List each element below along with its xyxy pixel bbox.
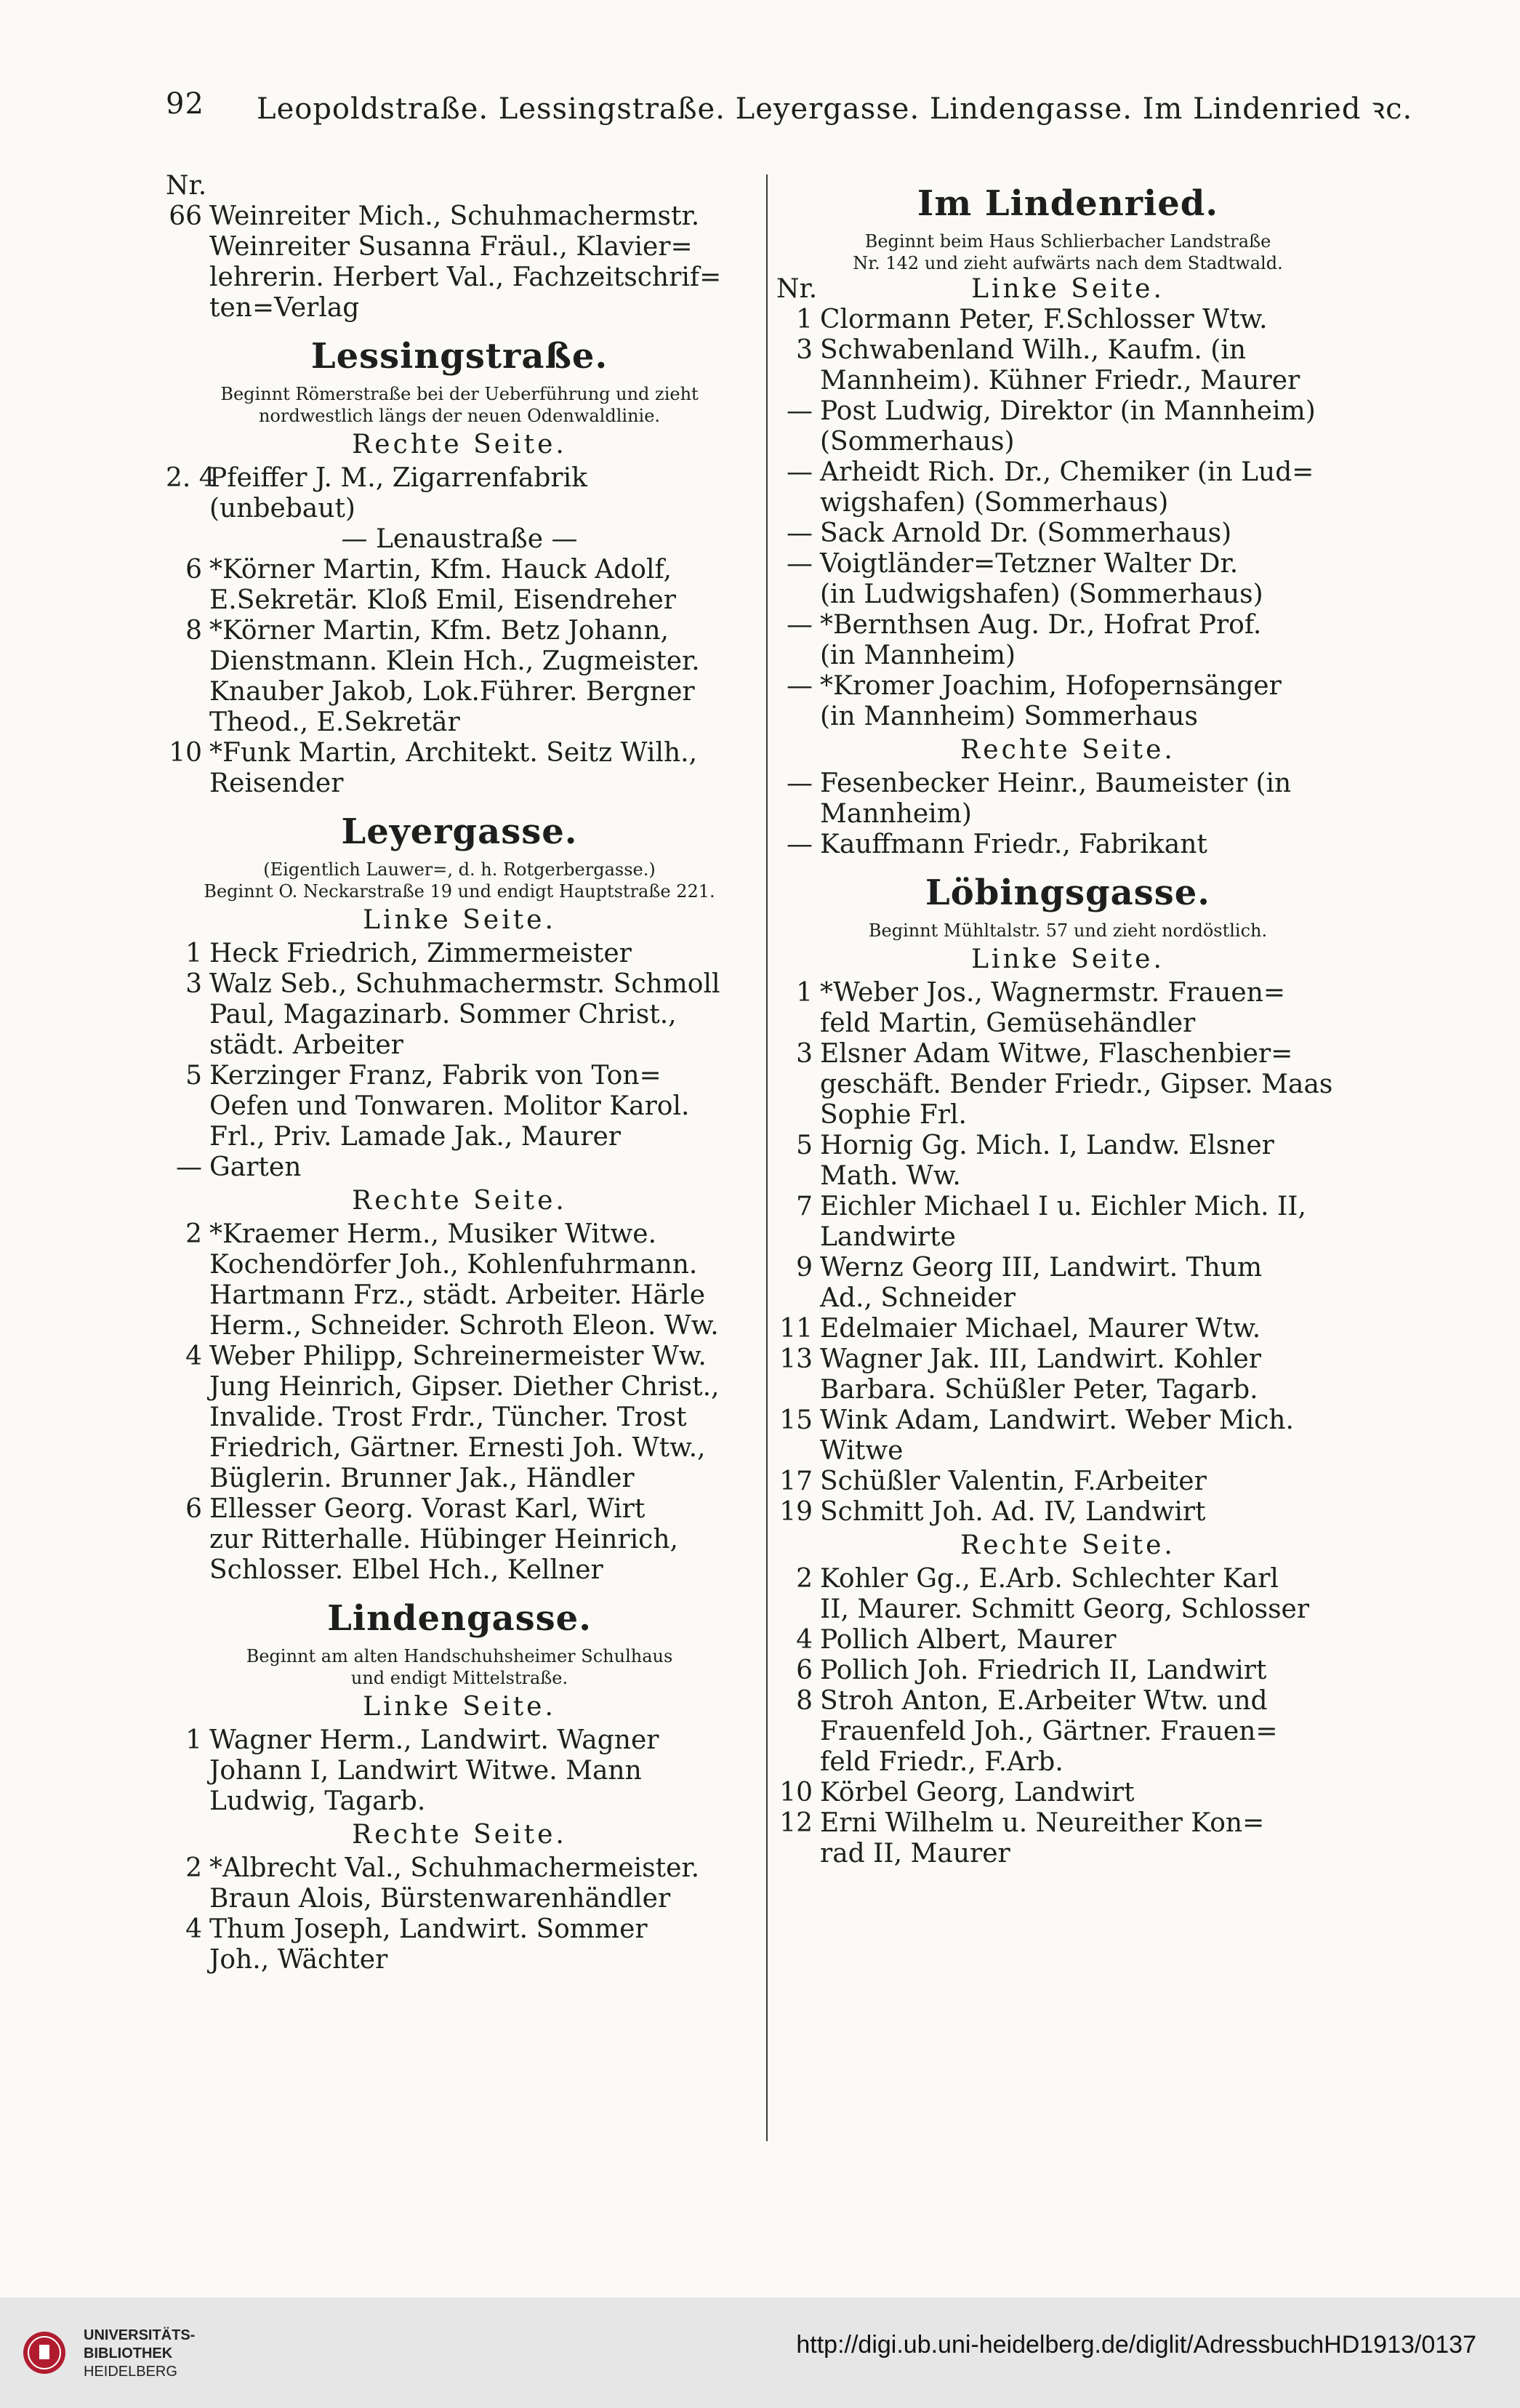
entry-text: Landwirte (820, 1222, 956, 1252)
entry-text: Pfeiffer J. M., Zigarrenfabrik (209, 463, 587, 493)
directory-entry-continuation (776, 1283, 1359, 1314)
section-intro-line: und endigt Mittelstraße. (350, 1668, 568, 1688)
directory-entry (776, 610, 1359, 641)
entry-text: Herm., Schneider. Schroth Eleon. Ww. (209, 1311, 719, 1341)
entry-text: ten=Verlag (209, 293, 360, 323)
house-number: 1 (185, 1725, 202, 1755)
entry-text: Math. Ww. (820, 1161, 961, 1191)
library-line: BIBLIOTHEK (84, 2345, 173, 2361)
entry-text: Heck Friedrich, Zimmermeister (209, 939, 632, 968)
directory-entry-continuation (776, 1008, 1359, 1039)
section-intro (776, 920, 1359, 942)
side-label-right: Rechte Seite. (960, 735, 1175, 765)
entry-text: *Weber Jos., Wagnermstr. Frauen= (820, 978, 1286, 1008)
house-number: — (787, 830, 813, 859)
side-label-right: Rechte Seite. (960, 1530, 1175, 1560)
house-number: 2. 4 (166, 463, 216, 493)
entry-text: (Sommerhaus) (820, 427, 1015, 457)
house-number: 2 (185, 1219, 202, 1249)
directory-entry-continuation (166, 1091, 753, 1122)
directory-entry (166, 939, 753, 969)
directory-entry-continuation (166, 232, 753, 262)
entry-text: Pollich Joh. Friedrich II, Landwirt (820, 1656, 1267, 1685)
left-column (166, 171, 753, 1975)
directory-entry-continuation (166, 293, 753, 324)
entry-text: Schwabenland Wilh., Kaufm. (in (820, 335, 1247, 365)
section-title-leyergasse: Leyergasse. (341, 811, 578, 852)
directory-entry (776, 1405, 1359, 1436)
entry-text: *Körner Martin, Kfm. Betz Johann, (209, 616, 669, 646)
entry-text: Voigtländer=Tetzner Walter Dr. (820, 549, 1239, 579)
entry-text: Hartmann Frz., städt. Arbeiter. Härle (209, 1280, 706, 1310)
entry-text: Mannheim). Kühner Friedr., Maurer (820, 366, 1300, 396)
directory-entry-continuation (166, 1000, 753, 1030)
section-intro-line: Beginnt Römerstraße bei der Ueberführung und zieht (220, 384, 699, 404)
directory-entry (776, 396, 1359, 427)
directory-entry (166, 1219, 753, 1250)
house-number: — (787, 671, 813, 701)
entry-text: Kauffmann Friedr., Fabrikant (820, 830, 1207, 859)
directory-entry-continuation (166, 1030, 753, 1061)
entry-text: rad II, Maurer (820, 1839, 1010, 1869)
directory-entry-continuation (166, 1311, 753, 1341)
side-label-right: Rechte Seite. (352, 1186, 567, 1216)
house-number: — (787, 457, 813, 487)
entry-text: *Funk Martin, Architekt. Seitz Wilh., (209, 738, 698, 768)
directory-entry-continuation (166, 585, 753, 616)
directory-entry-continuation (166, 1122, 753, 1152)
house-number: 66 (169, 201, 202, 231)
house-number: — (176, 1152, 202, 1182)
entry-list (166, 1853, 753, 1975)
library-line: UNIVERSITÄTS- (84, 2327, 196, 2343)
entry-text: Frauenfeld Joh., Gärtner. Frauen= (820, 1717, 1278, 1746)
directory-entry (166, 738, 753, 768)
section-intro (776, 230, 1359, 274)
directory-entry-continuation (166, 1555, 753, 1586)
section-intro-line: (Eigentlich Lauwer=, d. h. Rotgerbergasse.) (263, 859, 656, 880)
entry-text: wigshafen) (Sommerhaus) (820, 488, 1169, 518)
entry-text: Dienstmann. Klein Hch., Zugmeister. (209, 646, 700, 676)
directory-entry (776, 305, 1359, 335)
entry-text: lehrerin. Herbert Val., Fachzeitschrif= (209, 262, 722, 292)
entry-text: Elsner Adam Witwe, Flaschenbier= (820, 1039, 1293, 1069)
entry-text: Braun Alois, Bürstenwarenhändler (209, 1884, 671, 1914)
directory-entry (776, 1039, 1359, 1069)
house-number: 1 (796, 978, 813, 1008)
directory-entry (166, 969, 753, 1000)
house-number: 3 (796, 1039, 813, 1069)
directory-entry-continuation (166, 1786, 753, 1817)
directory-entry-continuation (166, 1884, 753, 1914)
directory-entry-continuation (166, 707, 753, 738)
entry-text: (in Mannheim) (820, 641, 1016, 670)
entry-text: zur Ritterhalle. Hübinger Heinrich, (209, 1525, 678, 1554)
nr-label: Nr. (776, 274, 818, 304)
entry-text: Mannheim) (820, 799, 972, 829)
page-header (166, 87, 1413, 131)
directory-entry-continuation (776, 702, 1359, 732)
entry-text: Knauber Jakob, Lok.Führer. Bergner (209, 677, 695, 707)
entry-text: Weber Philipp, Schreinermeister Ww. (209, 1341, 707, 1371)
house-number: 8 (796, 1686, 813, 1716)
directory-entry-continuation (776, 1717, 1359, 1747)
directory-entry (776, 457, 1359, 488)
house-number: — (787, 396, 813, 426)
directory-entry-continuation (166, 1250, 753, 1280)
entry-text: (in Ludwigshafen) (Sommerhaus) (820, 579, 1263, 609)
house-number: — (787, 610, 813, 640)
section-intro-line: Beginnt Mühltalstr. 57 und zieht nordöstlich. (868, 920, 1268, 941)
entry-text: (in Mannheim) Sommerhaus (820, 702, 1198, 731)
directory-entry (776, 768, 1359, 799)
house-number: 6 (796, 1656, 813, 1685)
house-number: 7 (796, 1192, 813, 1221)
entry-text: Arheidt Rich. Dr., Chemiker (in Lud= (820, 457, 1314, 487)
house-number: 2 (185, 1853, 202, 1883)
running-title: Leopoldstraße. Lessingstraße. Leyergasse. Lindengasse. Im Lindenried ꝛc. (257, 92, 1413, 126)
entry-text: geschäft. Bender Friedr., Gipser. Maas (820, 1069, 1333, 1099)
entry-text: Kerzinger Franz, Fabrik von Ton= (209, 1061, 662, 1091)
entry-text: Post Ludwig, Direktor (in Mannheim) (820, 396, 1316, 426)
section-title-lindengasse: Lindengasse. (327, 1598, 592, 1639)
directory-entry-continuation (776, 1100, 1359, 1131)
directory-entry (166, 463, 753, 494)
directory-entry (776, 830, 1359, 860)
directory-entry-continuation (776, 641, 1359, 671)
directory-entry-continuation (776, 1375, 1359, 1405)
section-intro (166, 383, 753, 427)
directory-entry (776, 518, 1359, 549)
directory-entry-continuation (776, 427, 1359, 457)
university-seal-icon (22, 2330, 67, 2375)
entry-text: Theod., E.Sekretär (209, 707, 460, 737)
entry-text: Barbara. Schüßler Peter, Tagarb. (820, 1375, 1258, 1405)
library-line: HEIDELBERG (84, 2364, 177, 2380)
entry-text: Wagner Herm., Landwirt. Wagner (209, 1725, 659, 1755)
house-number: 3 (185, 969, 202, 999)
section-intro-line: nordwestlich längs der neuen Odenwaldlinie. (258, 406, 661, 426)
section-title-loebingsgasse: Löbingsgasse. (925, 872, 1210, 913)
entry-text: Thum Joseph, Landwirt. Sommer (209, 1914, 648, 1944)
entry-text: Schmitt Joh. Ad. IV, Landwirt (820, 1497, 1206, 1527)
entry-text: *Kromer Joachim, Hofopernsänger (820, 671, 1282, 701)
entry-text: *Albrecht Val., Schuhmachermeister. (209, 1853, 700, 1883)
directory-entry (776, 1497, 1359, 1528)
entry-list (776, 305, 1359, 732)
directory-entry (776, 1564, 1359, 1594)
entry-text: feld Friedr., F.Arb. (820, 1747, 1063, 1777)
directory-entry (776, 1686, 1359, 1717)
entry-text: II, Maurer. Schmitt Georg, Schlosser (820, 1594, 1310, 1624)
house-number: — (787, 549, 813, 579)
house-number: 1 (796, 305, 813, 334)
house-number: 8 (185, 616, 202, 646)
house-number: 1 (185, 939, 202, 968)
house-number: 10 (169, 738, 202, 768)
house-number: 9 (796, 1253, 813, 1283)
entry-text: feld Martin, Gemüsehändler (820, 1008, 1196, 1038)
directory-entry-continuation (166, 1756, 753, 1786)
section-intro-line: Beginnt am alten Handschuhsheimer Schulhaus (246, 1646, 673, 1666)
directory-entry-continuation (776, 1594, 1359, 1625)
directory-entry (776, 1625, 1359, 1656)
entry-text: *Körner Martin, Kfm. Hauck Adolf, (209, 555, 672, 585)
entry-list (166, 463, 753, 799)
directory-entry-continuation (776, 1069, 1359, 1100)
section-intro-line: Beginnt beim Haus Schlierbacher Landstraße (864, 231, 1271, 252)
entry-text: Johann I, Landwirt Witwe. Mann (209, 1756, 642, 1786)
directory-entry (166, 616, 753, 646)
directory-entry (776, 978, 1359, 1008)
directory-entry (166, 555, 753, 585)
directory-entry-continuation (776, 366, 1359, 396)
directory-entry (776, 1192, 1359, 1222)
column-divider (766, 174, 768, 2141)
directory-entry-continuation (776, 1839, 1359, 1869)
entry-text: Ludwig, Tagarb. (209, 1786, 426, 1816)
entry-list (776, 768, 1359, 860)
viewer-footer (0, 2297, 1520, 2408)
entry-text: Eichler Michael I u. Eichler Mich. II, (820, 1192, 1306, 1221)
house-number: 5 (796, 1131, 813, 1160)
entry-text: Edelmaier Michael, Maurer Wtw. (820, 1314, 1261, 1344)
side-label-left: Linke Seite. (363, 1692, 556, 1722)
entry-text: Wink Adam, Landwirt. Weber Mich. (820, 1405, 1294, 1435)
entry-list (166, 1219, 753, 1586)
directory-entry (776, 1808, 1359, 1839)
directory-entry-continuation (776, 1222, 1359, 1253)
side-label-left: Linke Seite. (971, 944, 1165, 974)
entry-text: Körbel Georg, Landwirt (820, 1778, 1135, 1807)
directory-entry-continuation (166, 677, 753, 707)
directory-entry-continuation (166, 1464, 753, 1494)
entry-text: *Kraemer Herm., Musiker Witwe. (209, 1219, 657, 1249)
entry-text: Büglerin. Brunner Jak., Händler (209, 1464, 635, 1493)
entry-text: Ad., Schneider (820, 1283, 1016, 1313)
entry-text: Garten (209, 1152, 302, 1182)
entry-text: Wagner Jak. III, Landwirt. Kohler (820, 1344, 1261, 1374)
directory-entry-continuation (776, 1161, 1359, 1192)
entry-text: Sophie Frl. (820, 1100, 967, 1130)
entry-text: Jung Heinrich, Gipser. Diether Christ., (209, 1372, 720, 1402)
entry-text: Joh., Wächter (209, 1945, 388, 1975)
house-number: 2 (796, 1564, 813, 1594)
house-number: 3 (796, 335, 813, 365)
entry-text: (unbebaut) (209, 494, 355, 523)
directory-entry (776, 1466, 1359, 1497)
directory-entry-continuation (166, 1402, 753, 1433)
entry-text: Weinreiter Susanna Fräul., Klavier= (209, 232, 693, 262)
entry-text: städt. Arbeiter (209, 1030, 403, 1060)
permalink-url[interactable]: http://digi.ub.uni-heidelberg.de/diglit/AdressbuchHD1913/0137 (796, 2331, 1476, 2359)
entry-text: Kochendörfer Joh., Kohlenfuhrmann. (209, 1250, 698, 1280)
directory-entry-continuation (776, 579, 1359, 610)
section-title-im-lindenried: Im Lindenried. (917, 183, 1219, 224)
entry-list (776, 1564, 1359, 1869)
entry-text: Pollich Albert, Maurer (820, 1625, 1117, 1655)
nr-side-row (776, 274, 1359, 305)
directory-entry-continuation (166, 1372, 753, 1402)
house-number: 17 (779, 1466, 813, 1496)
entry-text: Reisender (209, 768, 344, 798)
section-intro-line: Nr. 142 und zieht aufwärts nach dem Stadtwald. (853, 253, 1283, 273)
entry-list (166, 1725, 753, 1817)
directory-entry (776, 1253, 1359, 1283)
section-intro (166, 859, 753, 902)
directory-entry (166, 1341, 753, 1372)
house-number: 4 (185, 1341, 202, 1371)
entry-list (166, 201, 753, 324)
house-number: 13 (779, 1344, 813, 1374)
directory-entry-continuation (166, 494, 753, 524)
house-number: 15 (779, 1405, 813, 1435)
nr-label: Nr. (166, 171, 207, 201)
entry-text: Witwe (820, 1436, 904, 1466)
directory-entry-continuation (776, 1436, 1359, 1466)
entry-text: Oefen und Tonwaren. Molitor Karol. (209, 1091, 690, 1121)
side-label-right: Rechte Seite. (352, 430, 567, 459)
directory-entry (776, 671, 1359, 702)
directory-entry (776, 1656, 1359, 1686)
entry-text: Hornig Gg. Mich. I, Landw. Elsner (820, 1131, 1274, 1160)
entry-text: *Bernthsen Aug. Dr., Hofrat Prof. (820, 610, 1262, 640)
entry-text: E.Sekretär. Kloß Emil, Eisendreher (209, 585, 677, 615)
directory-entry-continuation (166, 262, 753, 293)
house-number: 4 (796, 1625, 813, 1655)
entry-list (166, 939, 753, 1183)
directory-entry (776, 1778, 1359, 1808)
entry-text: Sack Arnold Dr. (Sommerhaus) (820, 518, 1232, 548)
side-label-left: Linke Seite. (971, 274, 1165, 304)
directory-entry-continuation (166, 768, 753, 799)
directory-entry (776, 1131, 1359, 1161)
house-number: 19 (779, 1497, 813, 1527)
directory-entry (166, 1494, 753, 1525)
house-number: 6 (185, 1494, 202, 1524)
directory-entry-continuation (166, 1945, 753, 1975)
directory-entry (166, 201, 753, 232)
entry-text: Walz Seb., Schuhmachermstr. Schmoll (209, 969, 720, 999)
house-number: — (787, 768, 813, 798)
directory-entry-continuation (776, 488, 1359, 518)
entry-text: Schlosser. Elbel Hch., Kellner (209, 1555, 603, 1585)
library-name (84, 2327, 195, 2381)
entry-text: Fesenbecker Heinr., Baumeister (in (820, 768, 1292, 798)
entry-text: Kohler Gg., E.Arb. Schlechter Karl (820, 1564, 1279, 1594)
entry-text: — Lenaustraße — (341, 524, 578, 554)
house-number: 12 (779, 1808, 813, 1838)
directory-entry-continuation (776, 799, 1359, 830)
house-number: 4 (185, 1914, 202, 1944)
section-intro (166, 1645, 753, 1689)
directory-entry (166, 1061, 753, 1091)
directory-entry-continuation (776, 1747, 1359, 1778)
house-number: 5 (185, 1061, 202, 1091)
directory-entry (166, 1152, 753, 1183)
entry-text: Weinreiter Mich., Schuhmachermstr. (209, 201, 700, 231)
entry-text: Stroh Anton, E.Arbeiter Wtw. und (820, 1686, 1268, 1716)
house-number: — (787, 518, 813, 548)
entry-text: Invalide. Trost Frdr., Tüncher. Trost (209, 1402, 687, 1432)
right-column (776, 171, 1359, 1869)
directory-entry-continuation (166, 1525, 753, 1555)
entry-text: Ellesser Georg. Vorast Karl, Wirt (209, 1494, 646, 1524)
directory-entry (776, 1314, 1359, 1344)
directory-entry (776, 335, 1359, 366)
entry-list (776, 978, 1359, 1528)
entry-text: Schüßler Valentin, F.Arbeiter (820, 1466, 1207, 1496)
entry-text: Clormann Peter, F.Schlosser Wtw. (820, 305, 1268, 334)
entry-text: Erni Wilhelm u. Neureither Kon= (820, 1808, 1265, 1838)
directory-entry-continuation (166, 1280, 753, 1311)
entry-text: Frl., Priv. Lamade Jak., Maurer (209, 1122, 621, 1152)
directory-entry (166, 1914, 753, 1945)
page-number: 92 (166, 87, 204, 121)
house-number: 11 (779, 1314, 813, 1344)
directory-entry (166, 524, 753, 555)
house-number: 6 (185, 555, 202, 585)
house-number: 10 (779, 1778, 813, 1807)
side-label-left: Linke Seite. (363, 905, 556, 935)
entry-text: Wernz Georg III, Landwirt. Thum (820, 1253, 1263, 1283)
directory-entry (166, 1853, 753, 1884)
section-intro-line: Beginnt O. Neckarstraße 19 und endigt Hauptstraße 221. (204, 881, 715, 902)
directory-entry (776, 1344, 1359, 1375)
directory-entry-continuation (166, 1433, 753, 1464)
entry-text: Friedrich, Gärtner. Ernesti Joh. Wtw., (209, 1433, 706, 1463)
entry-text: Paul, Magazinarb. Sommer Christ., (209, 1000, 677, 1030)
side-label-right: Rechte Seite. (352, 1820, 567, 1850)
section-title-lessingstrasse: Lessingstraße. (310, 336, 608, 377)
directory-entry-continuation (166, 646, 753, 677)
directory-entry (166, 1725, 753, 1756)
directory-entry (776, 549, 1359, 579)
